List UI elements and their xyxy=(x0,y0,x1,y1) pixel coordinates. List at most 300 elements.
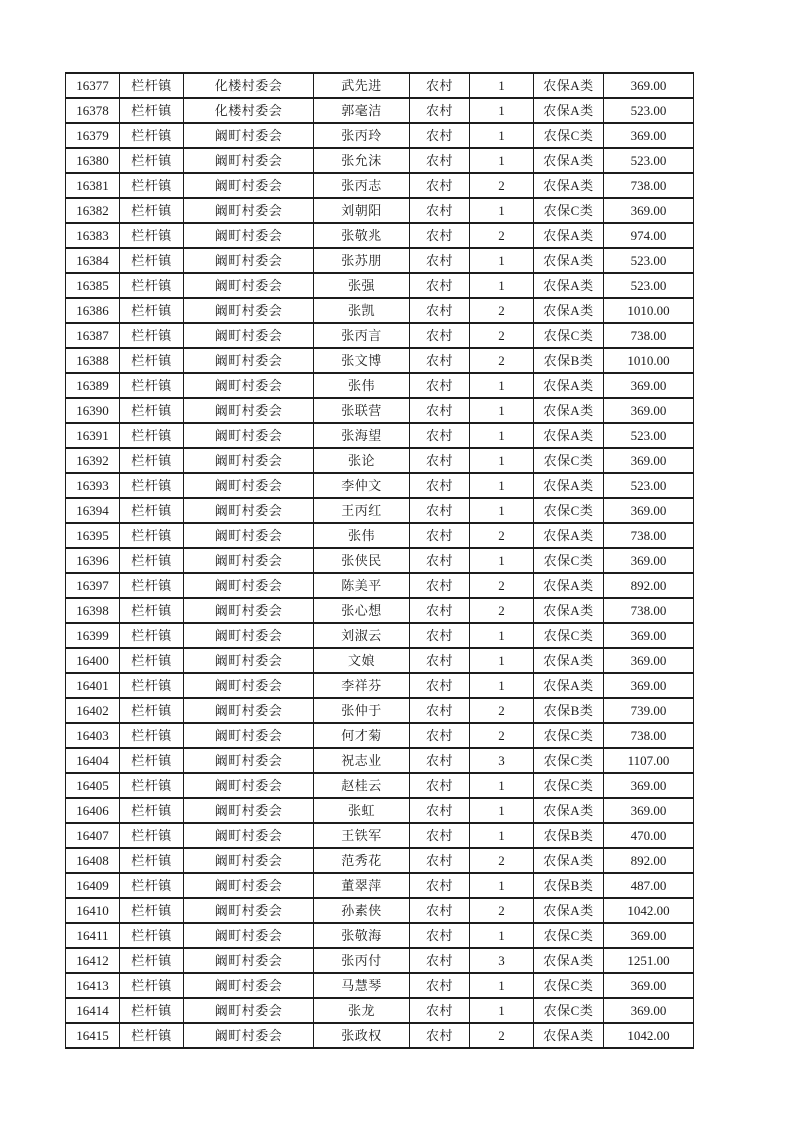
table-row xyxy=(66,273,694,298)
cell-residence-type: 农村 xyxy=(410,98,470,123)
cell-town: 栏杆镇 xyxy=(120,973,184,998)
cell-person-name: 张论 xyxy=(314,448,410,473)
cell-serial-number: 16415 xyxy=(66,1023,120,1048)
cell-person-name: 张心想 xyxy=(314,598,410,623)
cell-serial-number: 16382 xyxy=(66,198,120,223)
cell-amount: 369.00 xyxy=(604,623,694,648)
cell-residence-type: 农村 xyxy=(410,623,470,648)
cell-residence-type: 农村 xyxy=(410,598,470,623)
table-row xyxy=(66,573,694,598)
cell-amount: 369.00 xyxy=(604,398,694,423)
table-row xyxy=(66,898,694,923)
cell-insurance-category: 农保A类 xyxy=(534,373,604,398)
cell-serial-number: 16377 xyxy=(66,73,120,98)
cell-town: 栏杆镇 xyxy=(120,498,184,523)
cell-village-committee: 阚町村委会 xyxy=(184,998,314,1023)
cell-village-committee: 阚町村委会 xyxy=(184,973,314,998)
cell-amount: 369.00 xyxy=(604,648,694,673)
cell-insurance-category: 农保B类 xyxy=(534,823,604,848)
cell-town: 栏杆镇 xyxy=(120,123,184,148)
cell-residence-type: 农村 xyxy=(410,473,470,498)
cell-person-name: 张丙志 xyxy=(314,173,410,198)
cell-insurance-category: 农保A类 xyxy=(534,298,604,323)
cell-serial-number: 16395 xyxy=(66,523,120,548)
cell-amount: 892.00 xyxy=(604,573,694,598)
cell-person-name: 张苏朋 xyxy=(314,248,410,273)
cell-person-count: 2 xyxy=(470,523,534,548)
cell-residence-type: 农村 xyxy=(410,948,470,973)
cell-amount: 523.00 xyxy=(604,98,694,123)
cell-serial-number: 16396 xyxy=(66,548,120,573)
cell-residence-type: 农村 xyxy=(410,998,470,1023)
cell-serial-number: 16412 xyxy=(66,948,120,973)
table-row xyxy=(66,73,694,98)
cell-village-committee: 阚町村委会 xyxy=(184,723,314,748)
cell-person-name: 文娘 xyxy=(314,648,410,673)
cell-person-name: 孙素侠 xyxy=(314,898,410,923)
cell-town: 栏杆镇 xyxy=(120,248,184,273)
cell-serial-number: 16379 xyxy=(66,123,120,148)
cell-person-count: 1 xyxy=(470,548,534,573)
cell-person-name: 王丙红 xyxy=(314,498,410,523)
cell-serial-number: 16392 xyxy=(66,448,120,473)
cell-residence-type: 农村 xyxy=(410,348,470,373)
cell-person-count: 1 xyxy=(470,98,534,123)
cell-amount: 487.00 xyxy=(604,873,694,898)
cell-person-name: 董翠萍 xyxy=(314,873,410,898)
cell-serial-number: 16380 xyxy=(66,148,120,173)
cell-residence-type: 农村 xyxy=(410,673,470,698)
table-row xyxy=(66,698,694,723)
cell-serial-number: 16388 xyxy=(66,348,120,373)
cell-town: 栏杆镇 xyxy=(120,623,184,648)
cell-residence-type: 农村 xyxy=(410,873,470,898)
cell-insurance-category: 农保A类 xyxy=(534,1023,604,1048)
cell-amount: 523.00 xyxy=(604,423,694,448)
cell-village-committee: 阚町村委会 xyxy=(184,598,314,623)
cell-person-count: 1 xyxy=(470,373,534,398)
table-row xyxy=(66,298,694,323)
table-row xyxy=(66,848,694,873)
cell-serial-number: 16386 xyxy=(66,298,120,323)
cell-person-count: 2 xyxy=(470,298,534,323)
cell-village-committee: 阚町村委会 xyxy=(184,1023,314,1048)
cell-amount: 369.00 xyxy=(604,973,694,998)
cell-serial-number: 16401 xyxy=(66,673,120,698)
table-row xyxy=(66,748,694,773)
cell-person-name: 张允沫 xyxy=(314,148,410,173)
cell-town: 栏杆镇 xyxy=(120,198,184,223)
cell-amount: 369.00 xyxy=(604,673,694,698)
cell-village-committee: 化楼村委会 xyxy=(184,73,314,98)
cell-insurance-category: 农保A类 xyxy=(534,223,604,248)
cell-insurance-category: 农保A类 xyxy=(534,273,604,298)
cell-town: 栏杆镇 xyxy=(120,723,184,748)
cell-person-count: 1 xyxy=(470,998,534,1023)
cell-serial-number: 16387 xyxy=(66,323,120,348)
cell-insurance-category: 农保C类 xyxy=(534,773,604,798)
cell-residence-type: 农村 xyxy=(410,823,470,848)
cell-town: 栏杆镇 xyxy=(120,823,184,848)
cell-person-name: 张海望 xyxy=(314,423,410,448)
cell-person-name: 张丙玲 xyxy=(314,123,410,148)
cell-serial-number: 16400 xyxy=(66,648,120,673)
cell-person-count: 1 xyxy=(470,448,534,473)
cell-town: 栏杆镇 xyxy=(120,798,184,823)
cell-person-name: 张丙付 xyxy=(314,948,410,973)
cell-person-count: 1 xyxy=(470,623,534,648)
cell-residence-type: 农村 xyxy=(410,423,470,448)
cell-serial-number: 16413 xyxy=(66,973,120,998)
cell-amount: 738.00 xyxy=(604,723,694,748)
table-row xyxy=(66,798,694,823)
cell-village-committee: 阚町村委会 xyxy=(184,573,314,598)
cell-insurance-category: 农保A类 xyxy=(534,648,604,673)
cell-person-name: 李仲文 xyxy=(314,473,410,498)
cell-serial-number: 16414 xyxy=(66,998,120,1023)
cell-village-committee: 阚町村委会 xyxy=(184,498,314,523)
cell-village-committee: 阚町村委会 xyxy=(184,198,314,223)
cell-residence-type: 农村 xyxy=(410,973,470,998)
cell-village-committee: 阚町村委会 xyxy=(184,448,314,473)
cell-town: 栏杆镇 xyxy=(120,423,184,448)
cell-town: 栏杆镇 xyxy=(120,598,184,623)
cell-person-name: 张仲于 xyxy=(314,698,410,723)
cell-person-count: 1 xyxy=(470,198,534,223)
cell-person-count: 1 xyxy=(470,73,534,98)
cell-village-committee: 阚町村委会 xyxy=(184,848,314,873)
cell-insurance-category: 农保C类 xyxy=(534,323,604,348)
cell-insurance-category: 农保C类 xyxy=(534,623,604,648)
cell-insurance-category: 农保B类 xyxy=(534,698,604,723)
cell-person-name: 王铁军 xyxy=(314,823,410,848)
cell-residence-type: 农村 xyxy=(410,773,470,798)
cell-amount: 738.00 xyxy=(604,173,694,198)
cell-town: 栏杆镇 xyxy=(120,223,184,248)
cell-residence-type: 农村 xyxy=(410,748,470,773)
cell-person-count: 2 xyxy=(470,173,534,198)
cell-insurance-category: 农保A类 xyxy=(534,148,604,173)
table-row xyxy=(66,1023,694,1048)
cell-village-committee: 阚町村委会 xyxy=(184,223,314,248)
cell-serial-number: 16397 xyxy=(66,573,120,598)
cell-serial-number: 16378 xyxy=(66,98,120,123)
payment-roster-table xyxy=(65,72,694,1049)
cell-residence-type: 农村 xyxy=(410,298,470,323)
cell-town: 栏杆镇 xyxy=(120,848,184,873)
table-row xyxy=(66,373,694,398)
cell-insurance-category: 农保C类 xyxy=(534,748,604,773)
cell-town: 栏杆镇 xyxy=(120,373,184,398)
cell-insurance-category: 农保A类 xyxy=(534,598,604,623)
cell-village-committee: 阚町村委会 xyxy=(184,298,314,323)
cell-amount: 369.00 xyxy=(604,798,694,823)
cell-person-name: 张侠民 xyxy=(314,548,410,573)
cell-village-committee: 阚町村委会 xyxy=(184,948,314,973)
cell-town: 栏杆镇 xyxy=(120,148,184,173)
cell-residence-type: 农村 xyxy=(410,123,470,148)
cell-residence-type: 农村 xyxy=(410,573,470,598)
table-row xyxy=(66,648,694,673)
cell-residence-type: 农村 xyxy=(410,698,470,723)
cell-residence-type: 农村 xyxy=(410,73,470,98)
table-row xyxy=(66,98,694,123)
cell-insurance-category: 农保A类 xyxy=(534,98,604,123)
cell-person-name: 张虹 xyxy=(314,798,410,823)
cell-person-count: 2 xyxy=(470,698,534,723)
cell-person-count: 1 xyxy=(470,673,534,698)
cell-person-count: 2 xyxy=(470,598,534,623)
cell-serial-number: 16398 xyxy=(66,598,120,623)
cell-insurance-category: 农保C类 xyxy=(534,723,604,748)
cell-village-committee: 阚町村委会 xyxy=(184,923,314,948)
cell-village-committee: 阚町村委会 xyxy=(184,548,314,573)
table-row xyxy=(66,123,694,148)
cell-serial-number: 16409 xyxy=(66,873,120,898)
cell-person-name: 刘朝阳 xyxy=(314,198,410,223)
cell-person-count: 1 xyxy=(470,498,534,523)
cell-person-name: 张联营 xyxy=(314,398,410,423)
table-row xyxy=(66,673,694,698)
cell-person-name: 陈美平 xyxy=(314,573,410,598)
cell-amount: 1010.00 xyxy=(604,298,694,323)
cell-residence-type: 农村 xyxy=(410,723,470,748)
table-row xyxy=(66,323,694,348)
cell-person-count: 1 xyxy=(470,873,534,898)
table-row xyxy=(66,723,694,748)
cell-insurance-category: 农保B类 xyxy=(534,348,604,373)
cell-amount: 1042.00 xyxy=(604,1023,694,1048)
table-row xyxy=(66,423,694,448)
cell-person-name: 祝志业 xyxy=(314,748,410,773)
cell-person-count: 2 xyxy=(470,573,534,598)
cell-serial-number: 16405 xyxy=(66,773,120,798)
cell-insurance-category: 农保C类 xyxy=(534,123,604,148)
cell-person-count: 2 xyxy=(470,323,534,348)
cell-person-name: 张丙言 xyxy=(314,323,410,348)
cell-residence-type: 农村 xyxy=(410,548,470,573)
cell-residence-type: 农村 xyxy=(410,323,470,348)
cell-village-committee: 阚町村委会 xyxy=(184,698,314,723)
cell-person-name: 刘淑云 xyxy=(314,623,410,648)
cell-village-committee: 阚町村委会 xyxy=(184,823,314,848)
cell-serial-number: 16402 xyxy=(66,698,120,723)
cell-serial-number: 16408 xyxy=(66,848,120,873)
cell-village-committee: 阚町村委会 xyxy=(184,648,314,673)
cell-town: 栏杆镇 xyxy=(120,523,184,548)
cell-residence-type: 农村 xyxy=(410,448,470,473)
cell-amount: 523.00 xyxy=(604,148,694,173)
table-row xyxy=(66,398,694,423)
cell-amount: 470.00 xyxy=(604,823,694,848)
cell-village-committee: 阚町村委会 xyxy=(184,348,314,373)
cell-person-count: 1 xyxy=(470,398,534,423)
cell-town: 栏杆镇 xyxy=(120,323,184,348)
cell-serial-number: 16407 xyxy=(66,823,120,848)
cell-insurance-category: 农保C类 xyxy=(534,548,604,573)
cell-town: 栏杆镇 xyxy=(120,923,184,948)
cell-town: 栏杆镇 xyxy=(120,648,184,673)
cell-residence-type: 农村 xyxy=(410,148,470,173)
cell-amount: 1042.00 xyxy=(604,898,694,923)
cell-amount: 738.00 xyxy=(604,598,694,623)
cell-town: 栏杆镇 xyxy=(120,748,184,773)
cell-person-count: 1 xyxy=(470,973,534,998)
cell-insurance-category: 农保A类 xyxy=(534,848,604,873)
cell-village-committee: 阚町村委会 xyxy=(184,798,314,823)
cell-residence-type: 农村 xyxy=(410,173,470,198)
cell-town: 栏杆镇 xyxy=(120,98,184,123)
cell-town: 栏杆镇 xyxy=(120,698,184,723)
cell-insurance-category: 农保A类 xyxy=(534,898,604,923)
cell-village-committee: 阚町村委会 xyxy=(184,273,314,298)
cell-town: 栏杆镇 xyxy=(120,473,184,498)
cell-insurance-category: 农保C类 xyxy=(534,998,604,1023)
cell-insurance-category: 农保A类 xyxy=(534,248,604,273)
cell-person-count: 1 xyxy=(470,248,534,273)
table-row xyxy=(66,973,694,998)
cell-insurance-category: 农保A类 xyxy=(534,798,604,823)
cell-person-count: 1 xyxy=(470,148,534,173)
cell-village-committee: 阚町村委会 xyxy=(184,323,314,348)
cell-person-count: 1 xyxy=(470,648,534,673)
cell-village-committee: 阚町村委会 xyxy=(184,623,314,648)
cell-amount: 369.00 xyxy=(604,998,694,1023)
table-row xyxy=(66,173,694,198)
cell-person-count: 2 xyxy=(470,848,534,873)
cell-village-committee: 阚町村委会 xyxy=(184,248,314,273)
cell-village-committee: 阚町村委会 xyxy=(184,773,314,798)
cell-person-count: 1 xyxy=(470,823,534,848)
cell-residence-type: 农村 xyxy=(410,1023,470,1048)
cell-insurance-category: 农保C类 xyxy=(534,448,604,473)
cell-village-committee: 阚町村委会 xyxy=(184,173,314,198)
cell-person-count: 1 xyxy=(470,473,534,498)
cell-person-count: 3 xyxy=(470,948,534,973)
cell-insurance-category: 农保A类 xyxy=(534,423,604,448)
table-row xyxy=(66,498,694,523)
cell-insurance-category: 农保A类 xyxy=(534,173,604,198)
cell-town: 栏杆镇 xyxy=(120,773,184,798)
cell-village-committee: 阚町村委会 xyxy=(184,423,314,448)
cell-person-name: 张文博 xyxy=(314,348,410,373)
cell-town: 栏杆镇 xyxy=(120,673,184,698)
cell-person-name: 张伟 xyxy=(314,373,410,398)
cell-serial-number: 16404 xyxy=(66,748,120,773)
cell-person-count: 1 xyxy=(470,423,534,448)
cell-insurance-category: 农保C类 xyxy=(534,498,604,523)
cell-person-count: 2 xyxy=(470,898,534,923)
cell-amount: 738.00 xyxy=(604,323,694,348)
cell-person-name: 张政权 xyxy=(314,1023,410,1048)
cell-village-committee: 阚町村委会 xyxy=(184,898,314,923)
table-row xyxy=(66,198,694,223)
cell-residence-type: 农村 xyxy=(410,198,470,223)
cell-serial-number: 16391 xyxy=(66,423,120,448)
cell-residence-type: 农村 xyxy=(410,848,470,873)
cell-town: 栏杆镇 xyxy=(120,898,184,923)
cell-amount: 523.00 xyxy=(604,473,694,498)
cell-person-count: 1 xyxy=(470,798,534,823)
table-row xyxy=(66,523,694,548)
cell-insurance-category: 农保C类 xyxy=(534,923,604,948)
cell-serial-number: 16406 xyxy=(66,798,120,823)
cell-person-name: 张凯 xyxy=(314,298,410,323)
cell-serial-number: 16393 xyxy=(66,473,120,498)
cell-insurance-category: 农保A类 xyxy=(534,523,604,548)
cell-serial-number: 16384 xyxy=(66,248,120,273)
cell-amount: 892.00 xyxy=(604,848,694,873)
cell-town: 栏杆镇 xyxy=(120,448,184,473)
cell-village-committee: 化楼村委会 xyxy=(184,98,314,123)
cell-amount: 369.00 xyxy=(604,773,694,798)
cell-insurance-category: 农保A类 xyxy=(534,673,604,698)
cell-town: 栏杆镇 xyxy=(120,948,184,973)
cell-person-name: 李祥芬 xyxy=(314,673,410,698)
cell-serial-number: 16390 xyxy=(66,398,120,423)
cell-town: 栏杆镇 xyxy=(120,1023,184,1048)
cell-amount: 523.00 xyxy=(604,273,694,298)
cell-amount: 369.00 xyxy=(604,373,694,398)
table-row xyxy=(66,598,694,623)
cell-village-committee: 阚町村委会 xyxy=(184,398,314,423)
table-row xyxy=(66,823,694,848)
table-row xyxy=(66,348,694,373)
cell-person-count: 2 xyxy=(470,723,534,748)
cell-person-count: 1 xyxy=(470,273,534,298)
table-row xyxy=(66,223,694,248)
table-row xyxy=(66,998,694,1023)
cell-serial-number: 16399 xyxy=(66,623,120,648)
table-row xyxy=(66,873,694,898)
cell-amount: 523.00 xyxy=(604,248,694,273)
cell-insurance-category: 农保A类 xyxy=(534,948,604,973)
cell-person-name: 张敬海 xyxy=(314,923,410,948)
cell-residence-type: 农村 xyxy=(410,648,470,673)
cell-person-count: 2 xyxy=(470,348,534,373)
cell-amount: 369.00 xyxy=(604,448,694,473)
cell-person-count: 2 xyxy=(470,223,534,248)
table-row xyxy=(66,948,694,973)
cell-town: 栏杆镇 xyxy=(120,273,184,298)
cell-insurance-category: 农保C类 xyxy=(534,973,604,998)
cell-person-name: 何才菊 xyxy=(314,723,410,748)
cell-amount: 369.00 xyxy=(604,123,694,148)
cell-town: 栏杆镇 xyxy=(120,548,184,573)
cell-person-count: 1 xyxy=(470,773,534,798)
cell-village-committee: 阚町村委会 xyxy=(184,748,314,773)
cell-town: 栏杆镇 xyxy=(120,73,184,98)
cell-amount: 1010.00 xyxy=(604,348,694,373)
table-row xyxy=(66,148,694,173)
cell-residence-type: 农村 xyxy=(410,798,470,823)
cell-insurance-category: 农保A类 xyxy=(534,473,604,498)
cell-residence-type: 农村 xyxy=(410,223,470,248)
cell-insurance-category: 农保A类 xyxy=(534,573,604,598)
cell-residence-type: 农村 xyxy=(410,248,470,273)
cell-person-name: 张伟 xyxy=(314,523,410,548)
cell-town: 栏杆镇 xyxy=(120,398,184,423)
cell-person-count: 3 xyxy=(470,748,534,773)
cell-person-name: 武先进 xyxy=(314,73,410,98)
table-row xyxy=(66,473,694,498)
cell-amount: 738.00 xyxy=(604,523,694,548)
cell-village-committee: 阚町村委会 xyxy=(184,673,314,698)
cell-town: 栏杆镇 xyxy=(120,173,184,198)
cell-serial-number: 16381 xyxy=(66,173,120,198)
cell-town: 栏杆镇 xyxy=(120,873,184,898)
cell-amount: 369.00 xyxy=(604,548,694,573)
